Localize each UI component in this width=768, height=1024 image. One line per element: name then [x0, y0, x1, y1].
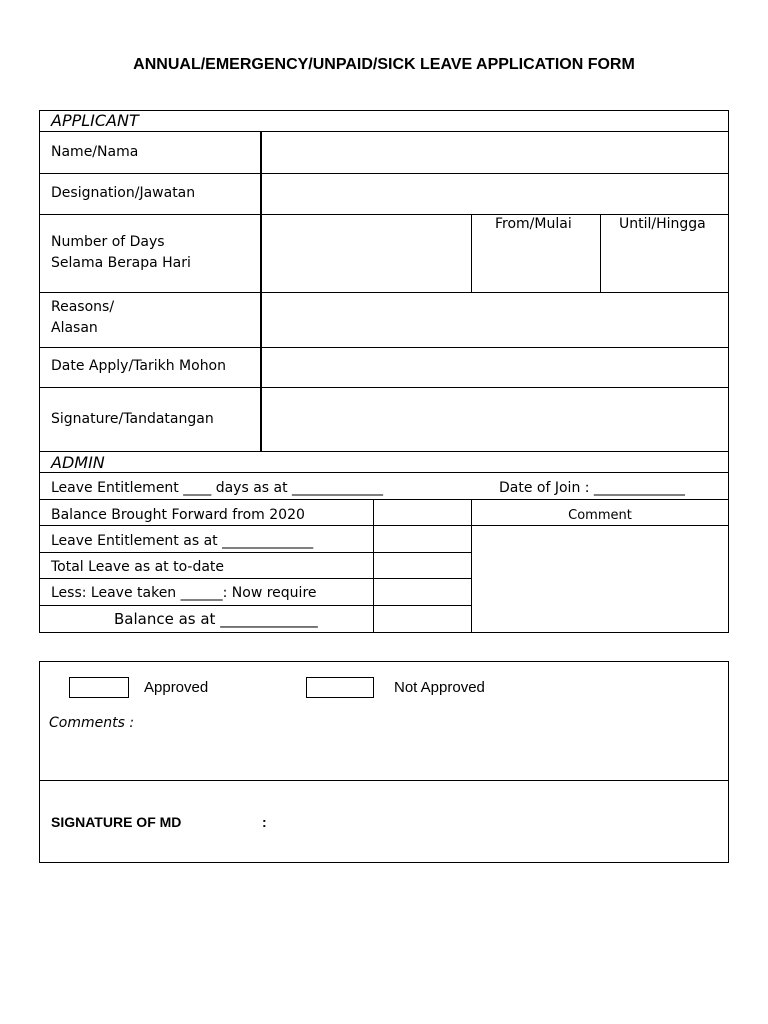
reasons-field[interactable]	[263, 293, 727, 347]
number-of-days-field[interactable]	[263, 215, 470, 292]
comment-label: Comment	[568, 508, 632, 523]
signature-field[interactable]	[263, 388, 727, 451]
total-leave-field[interactable]	[374, 553, 471, 578]
balance-brought-forward-field[interactable]	[374, 500, 471, 525]
reasons-label-line1: Reasons/	[51, 299, 115, 315]
leave-entitlement-days: Leave Entitlement ____ days as at _____________	[51, 480, 384, 496]
signature-md-field[interactable]	[275, 790, 720, 855]
approved-label: Approved	[144, 679, 209, 696]
applicant-heading: APPLICANT	[51, 111, 139, 130]
until-label: Until/Hingga	[619, 216, 706, 232]
days-label-line1: Number of Days	[51, 234, 165, 250]
not-approved-checkbox[interactable]	[306, 677, 374, 698]
from-label: From/Mulai	[495, 216, 572, 232]
less-leave-taken-field[interactable]	[374, 579, 471, 605]
balance-as-at-label: Balance as at _____________	[114, 610, 318, 628]
name-label: Name/Nama	[51, 144, 139, 160]
date-apply-label: Date Apply/Tarikh Mohon	[51, 358, 226, 374]
leave-entitlement-as-at-label: Leave Entitlement as at _____________	[51, 533, 314, 549]
signature-label: Signature/Tandatangan	[51, 411, 214, 427]
until-date-field[interactable]	[601, 236, 727, 292]
date-of-join: Date of Join : _____________	[499, 480, 685, 496]
leave-entitlement-as-at-field[interactable]	[374, 526, 471, 552]
admin-comment-field[interactable]	[472, 526, 728, 632]
comments-label: Comments :	[49, 715, 135, 731]
name-field[interactable]	[263, 132, 727, 173]
days-label-line2: Selama Berapa Hari	[51, 255, 191, 271]
designation-label: Designation/Jawatan	[51, 185, 196, 201]
total-leave-label: Total Leave as at to-date	[51, 559, 225, 575]
designation-field[interactable]	[263, 174, 727, 214]
admin-heading: ADMIN	[51, 453, 105, 472]
reasons-label-line2: Alasan	[51, 320, 98, 336]
signature-md-label: SIGNATURE OF MD	[51, 814, 182, 830]
balance-as-at-field[interactable]	[374, 606, 471, 632]
not-approved-label: Not Approved	[394, 679, 485, 696]
balance-brought-forward-label: Balance Brought Forward from 2020	[51, 507, 305, 523]
approval-comments-field[interactable]	[150, 705, 720, 775]
approved-checkbox[interactable]	[69, 677, 129, 698]
from-date-field[interactable]	[472, 236, 599, 292]
form-title: ANNUAL/EMERGENCY/UNPAID/SICK LEAVE APPLICATION FORM	[133, 56, 635, 73]
signature-md-colon: :	[262, 814, 267, 830]
less-leave-taken-label: Less: Leave taken ______: Now require	[51, 585, 317, 601]
date-apply-field[interactable]	[263, 348, 727, 387]
